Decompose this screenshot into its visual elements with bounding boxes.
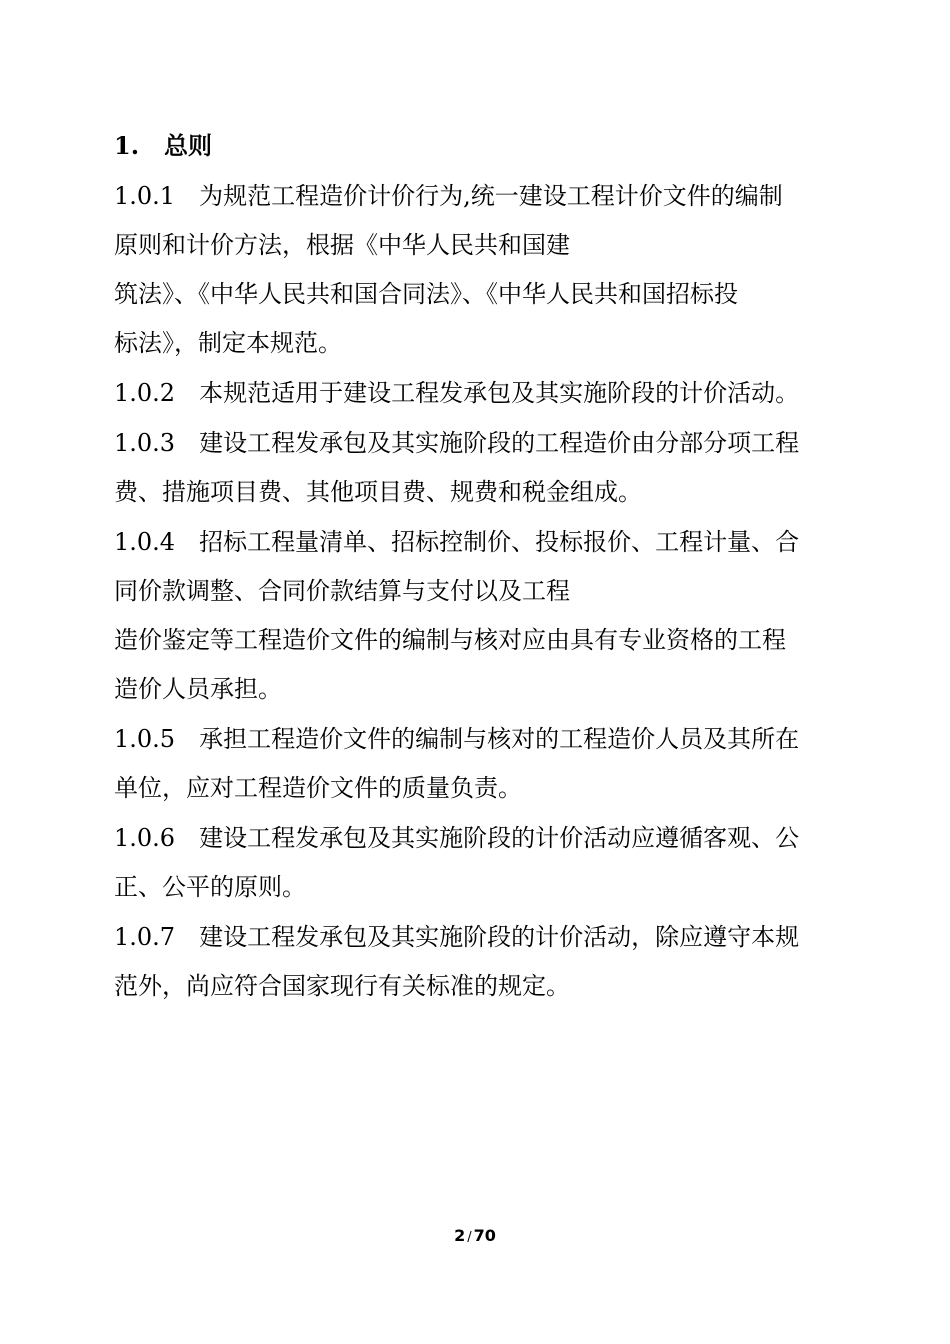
clause-1-0-6-line-2: 正、公平的原则。 [114,873,306,901]
clause-1-0-3-line-2: 费、措施项目费、其他项目费、规费和税金组成。 [114,478,642,506]
clause-1-0-6-line-1: 1.0.6 建设工程发承包及其实施阶段的计价活动应遵循客观、公 [114,824,800,852]
clause-1-0-3-line-1: 1.0.3 建设工程发承包及其实施阶段的工程造价由分部分项工程 [114,429,800,457]
clause-1-0-4-line-4: 造价人员承担。 [114,675,282,703]
section-title: 总则 [164,131,212,160]
clause-1-0-2-line-1: 1.0.2 本规范适用于建设工程发承包及其实施阶段的计价活动。 [114,379,800,407]
current-page-number: 2 [454,1226,466,1245]
total-page-count: 70 [473,1226,496,1245]
page-separator: / [467,1230,472,1245]
clause-1-0-5-line-2: 单位，应对工程造价文件的质量负责。 [114,774,522,802]
page-number-footer [0,1226,950,1248]
clause-1-0-1-line-4: 标法》，制定本规范。 [114,329,342,357]
clause-1-0-5-line-1: 1.0.5 承担工程造价文件的编制与核对的工程造价人员及其所在 [114,725,800,753]
section-heading [114,126,212,166]
clause-1-0-4-line-3: 造价鉴定等工程造价文件的编制与核对应由具有专业资格的工程 [114,626,786,654]
clause-1-0-7-line-2: 范外，尚应符合国家现行有关标准的规定。 [114,972,570,1000]
section-number: 1. [114,131,140,160]
clause-1-0-1-line-1: 1.0.1 为规范工程造价计价行为,统一建设工程计价文件的编制 [114,182,783,210]
clause-1-0-7-line-1: 1.0.7 建设工程发承包及其实施阶段的计价活动，除应遵守本规 [114,923,800,951]
clause-1-0-4-line-2: 同价款调整、合同价款结算与支付以及工程 [114,577,570,605]
clause-1-0-1-line-3: 筑法》、《中华人民共和国合同法》、《中华人民共和国招标投 [114,280,738,308]
clause-1-0-4-line-1: 1.0.4 招标工程量清单、招标控制价、投标报价、工程计量、合 [114,528,800,556]
clause-1-0-1-line-2: 原则和计价方法，根据《中华人民共和国建 [114,231,570,259]
